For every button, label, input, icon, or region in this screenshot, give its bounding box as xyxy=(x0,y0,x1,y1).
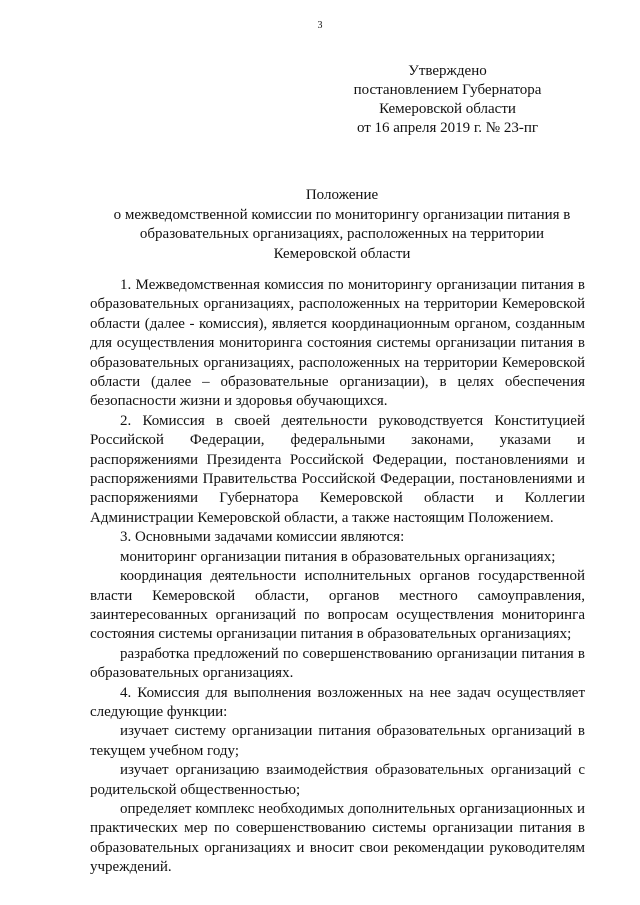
paragraph: 3. Основными задачами комиссии являются: xyxy=(120,529,405,546)
approval-line: от 16 апреля 2019 г. № 23-пг xyxy=(356,120,539,136)
title-line: Положение xyxy=(305,187,379,203)
paragraph: 4. Комиссия для выполнения возложенных на нее задач осуществляет следующие функции: xyxy=(90,684,585,720)
paragraph: изучает организацию взаимодействия образовательных организаций с родительской общественностью; xyxy=(90,762,585,798)
title-line: образовательных организациях, расположенных на территории xyxy=(139,226,545,242)
paragraph: определяет комплекс необходимых дополнительных организационных и практических мер по совершенствованию системы организации питания в образовательных организациях и вносит свои рекомендации руководителям учреждений. xyxy=(90,800,585,876)
title-line: о межведомственной комиссии по мониторингу организации питания в xyxy=(113,206,571,223)
page-number: 3 xyxy=(317,20,323,31)
paragraph: 2. Комиссия в своей деятельности руководствуется Конституцией Российской Федерации, федеральными законами, указами и распоряжениями Президента Российской Федерации, постановлениями и распоряжениями Правительства Российской Федерации, постановлениями и распоряжениями Губернатора Кемеровской области и Коллегии Администрации Кемеровской области, а также настоящим Положением. xyxy=(90,412,585,526)
document-title xyxy=(82,186,602,264)
approval-line: постановлением Губернатора xyxy=(353,82,542,98)
paragraph: координация деятельности исполнительных органов государственной власти Кемеровской области, органов местного самоуправления, заинтересованных организаций по вопросам осуществления мониторинга состояния системы организации питания в образовательных организациях; xyxy=(90,568,585,643)
document-body xyxy=(90,276,585,878)
paragraph: разработка предложений по совершенствованию организации питания в образовательных организациях. xyxy=(90,645,585,682)
paragraph: изучает систему организации питания образовательных организаций в текущем учебном году; xyxy=(90,723,585,759)
approval-line: Утверждено xyxy=(408,63,487,79)
paragraph: мониторинг организации питания в образовательных организациях; xyxy=(120,548,556,565)
title-line: Кемеровской области xyxy=(273,245,411,262)
approval-line: Кемеровской области xyxy=(379,101,516,117)
paragraph: 1. Межведомственная комиссия по мониторингу организации питания в образовательных организациях, расположенных на территории Кемеровской области (далее - комиссия), является координационным органом, созданным для осуществления мониторинга состояния системы организации питания в образовательных организациях, расположенных на территории Кемеровской области (далее – образовательные организации), в целях обеспечения безопасности жизни и здоровья обучающихся. xyxy=(90,277,585,410)
approval-stamp xyxy=(330,62,565,138)
